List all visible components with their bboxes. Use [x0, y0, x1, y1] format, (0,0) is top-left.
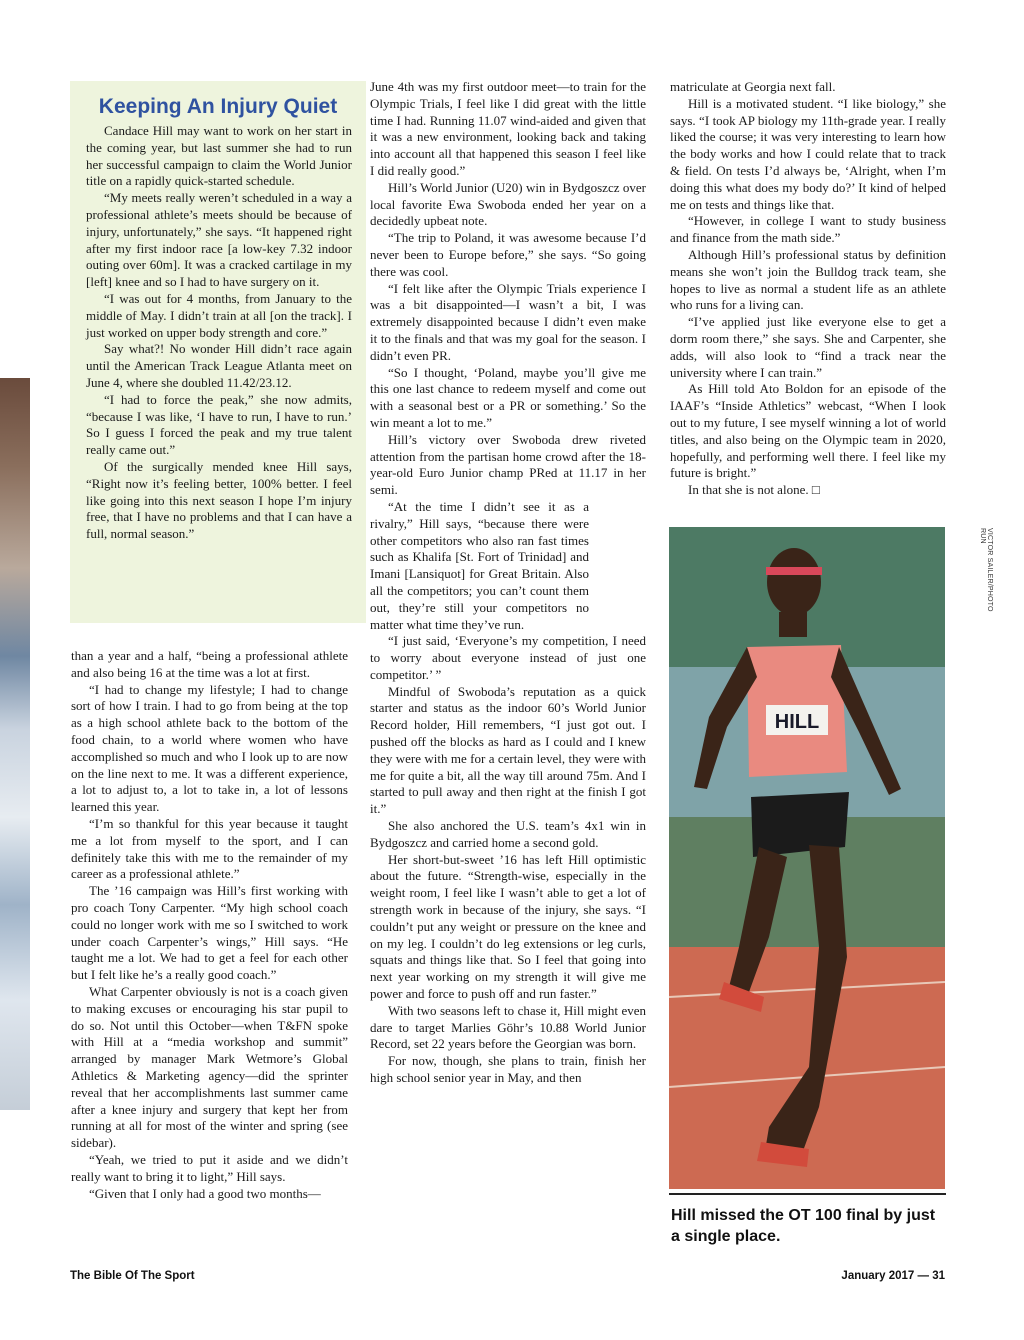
article-paragraph: The ’16 campaign was Hill’s first working with pro coach Tony Carpenter. “My high school coach could no longer work with me so I switched to work under coach Carpenter’s wings,” Hill says. “He taught me a lot. We had to get a feel for each other but I felt like he’s a really good coach.”	[71, 883, 348, 983]
sidebar-paragraph: Say what?! No wonder Hill didn’t race again until the American Track League Atlanta meet on June 4, where she doubled 11.42/23.12.	[86, 341, 352, 390]
article-paragraph: June 4th was my first outdoor meet—to train for the Olympic Trials, I feel like I did great with the little time I had. Running 11.07 wind-aided and given that it was a new environment, looking back and taking into account all that happened this season I feel like I did really good.”	[370, 79, 646, 178]
article-paragraph: “However, in college I want to study business and finance from the math side.”	[670, 213, 946, 246]
article-column-1	[71, 648, 348, 1202]
sidebar-body	[86, 123, 352, 543]
sidebar-box	[70, 81, 366, 623]
article-paragraph: “So I thought, ‘Poland, maybe you’ll give me this one last chance to redeem myself and come out with a seasonal best or a PR or something.’ So the win meant a lot to me.”	[370, 364, 646, 430]
caption-rule	[669, 1193, 946, 1195]
sidebar-paragraph: “My meets really weren’t scheduled in a way a professional athlete’s meets should be because of injury, unfortunately,” she says. “It happened right after my first indoor race [a low-key 7.32 indoor outing over 60m]. It was a cracked cartilage in my [left] knee and so I had to have surgery on it.	[86, 190, 352, 290]
article-paragraph: Hill’s victory over Swoboda drew riveted attention from the partisan home crowd after the 18-year-old Euro Junior champ PRed at 11.17 in her semi.	[370, 431, 646, 498]
article-paragraph: “Yeah, we tried to put it aside and we didn’t really want to bring it to light,” Hill says.	[71, 1151, 348, 1184]
article-paragraph: In that she is not alone. □	[688, 482, 820, 498]
athlete-photo	[669, 527, 945, 1189]
article-column-3	[670, 79, 946, 499]
footer-page-number: January 2017 — 31	[841, 1270, 945, 1282]
article-paragraph: Mindful of Swoboda’s reputation as a quick starter and status as the indoor 60’s World Junior Record holder, Hill remembers, “I just got out. I pushed off the blocks as hard as I could and I knew they were with me for a certain level, they were with me for quite a bit, all the way till around 75m. And I started to pull away and then right at the finish I got it.”	[370, 683, 646, 817]
footer-tagline: The Bible Of The Sport	[70, 1270, 195, 1282]
article-paragraph: matriculate at Georgia next fall.	[670, 79, 836, 94]
sidebar-paragraph: Candace Hill may want to work on her start in the coming year, but last summer she had to run her successful campaign to claim the World Junior title on a rapidly quick-started schedule.	[86, 123, 352, 189]
article-paragraph: “I’m so thankful for this year because it taught me a lot from myself to the sport, and I can definitely take this with me to the remainder of my career as a professional athlete.”	[71, 815, 348, 882]
sidebar-title: Keeping An Injury Quiet	[98, 95, 338, 118]
article-column-2	[370, 79, 646, 1087]
article-paragraph: “I felt like after the Olympic Trials experience I was a bit disappointed—I wasn’t a bit, I was extremely disappointed because I didn’t even make it to the finals and that was my goal for the season. I didn’t even PR.	[370, 280, 646, 363]
article-paragraph: Hill is a motivated student. “I like biology,” she says. “I took AP biology my 11th-grade year. I really liked the course; it was very interesting to learn how the body works and how I could relate that to track & field. On tests I’d always be, ‘Alright, when I’m doing this what does my body do?’ It kind of helped me on tests and things like that.	[670, 95, 946, 212]
article-paragraph: “At the time I didn’t see it as a rivalry,” Hill says, “because there were other competitors who also ran fast times such as Khalifa [St. Fort of Trinidad] and Imani [Lansiquot] for Great Britain. Also all the competitors; you can’t count them out, they’re still your competitors no matter what time they’ve run.	[370, 498, 589, 632]
article-paragraph: She also anchored the U.S. team’s 4x1 win in Bydgoszcz and carried home a second gold.	[370, 818, 646, 850]
bib-number: HILL	[774, 711, 820, 733]
article-paragraph: “Given that I only had a good two months—	[89, 1185, 321, 1201]
article-paragraph: As Hill told Ato Boldon for an episode of the IAAF’s “Inside Athletics” webcast, “When I look out to my future, I see myself winning a lot of world titles, and also being on the Olympic team in 2020, hopefully, and performing well there. I feel like my future is bright.”	[670, 381, 946, 481]
article-paragraph: “I had to change my lifestyle; I had to change sort of how I train. I had to go from being at the top as a high school athlete back to the bottom of the food chain, to a world where women who have accomplished so much and who I look up to are now on the line next to me. It was a different experience, a lot to adjust to, a lot to take in, a lot of lessons learned this year.	[71, 681, 348, 815]
article-paragraph: Hill’s World Junior (U20) win in Bydgoszcz over local favorite Ewa Swoboda ended her year on a decidedly upbeat note.	[370, 179, 646, 229]
photo-caption: Hill missed the OT 100 final by just a single place.	[671, 1207, 936, 1245]
sidebar-paragraph: “I was out for 4 months, from January to the middle of May. I didn’t train at all [on the track]. I just worked on upper body strength and core.”	[86, 290, 352, 340]
article-paragraph: With two seasons left to chase it, Hill might even dare to target Marlies Göhr’s 10.88 World Junior Record, set 22 years before the Georgian was born.	[370, 1002, 646, 1052]
article-paragraph: Although Hill’s professional status by definition means she won’t join the Bulldog track team, she hopes to live as normal a student life as an athlete who runs for a living can.	[670, 246, 946, 313]
article-paragraph: What Carpenter obviously is not is a coach given to making excuses or encouraging his star pupil to do so. Not until this October—when T&FN spoke with Hill at a “media workshop and summit” arranged by manager Mark Wetmore’s Global Athletics & Marketing agency—did the sprinter reveal that her accomplishments last summer came after a knee injury and surgery that kept her from running at all for most of the winter and spring (see sidebar).	[71, 983, 348, 1151]
sidebar-paragraph: Of the surgically mended knee Hill says, “Right now it’s feeling better, 100% better. I feel like going into this next season I hope I’m injury free, that I have no problems and that I can have a full, normal season.”	[86, 458, 352, 542]
article-paragraph: Her short-but-sweet ’16 has left Hill optimistic about the future. “Strength-wise, especially in the weight room, I feel like I wasn’t able to get a lot of strength work in because of the injury, she says. “I couldn’t put any weight or pressure on the knee and on my leg. I couldn’t do leg extensions or leg curls, squats and things like that. So I feel that going into next year working on my strength it will give me power and force to push off and run faster.”	[370, 851, 646, 1002]
article-paragraph: “The trip to Poland, it was awesome because I’d never been to Europe before,” she says. “So going there was cool.	[370, 230, 646, 279]
article-paragraph: “I’ve applied just like everyone else to get a dorm room there,” she says. She and Carpenter, she adds, will also look to “find a track near the university where I can train.”	[670, 314, 946, 380]
left-edge-photo	[0, 378, 30, 1110]
article-paragraph: “I just said, ‘Everyone’s my competition, I need to worry about everyone instead of just one competitor.’ ”	[370, 633, 646, 682]
article-paragraph: For now, though, she plans to train, finish her high school senior year in May, and then	[370, 1053, 646, 1086]
photo-credit: VICTOR SAILER/PHOTO RUN	[979, 528, 993, 612]
sidebar-paragraph: “I had to force the peak,” she now admits, “because I was like, ‘I have to run, I have to run.’ So I guess I forced the peak and my true talent really came out.”	[86, 391, 352, 458]
article-paragraph: than a year and a half, “being a professional athlete and also being 16 at the time was a lot at first.	[71, 648, 348, 680]
runner-illustration	[669, 527, 945, 1189]
